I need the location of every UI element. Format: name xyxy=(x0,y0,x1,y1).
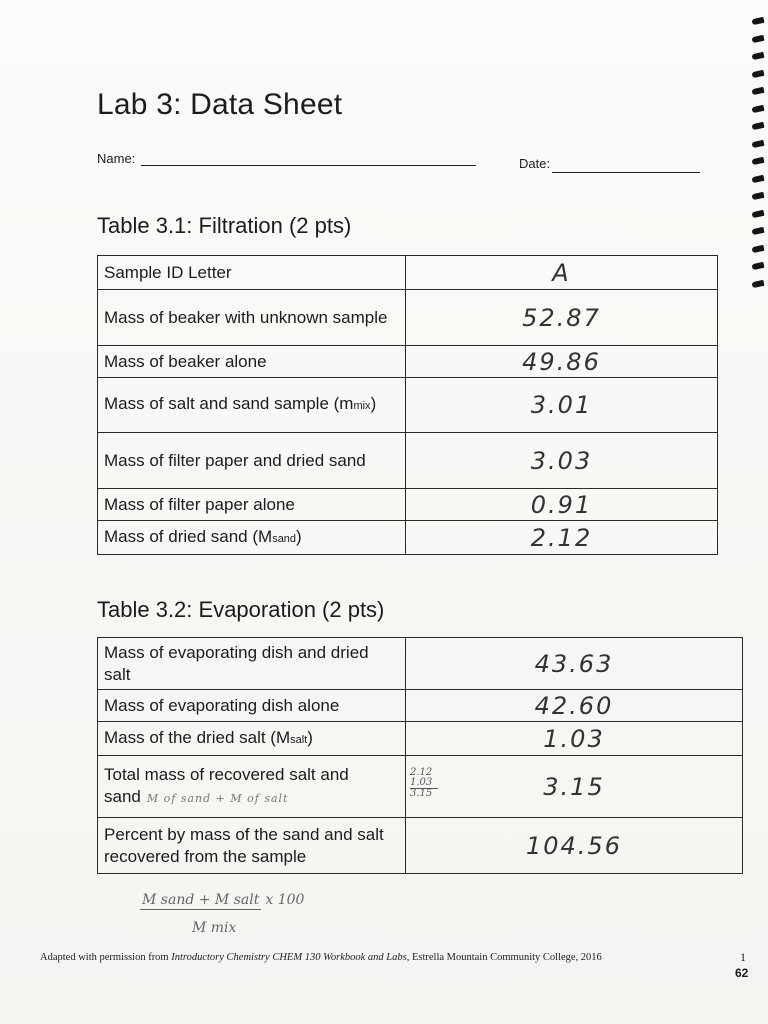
table1-caption: Table 3.1: Filtration (2 pts) xyxy=(97,213,352,238)
date-label: Date: xyxy=(519,156,551,171)
table-row xyxy=(98,256,718,290)
row-label: Mass of filter paper alone xyxy=(98,489,406,521)
table-row xyxy=(98,638,743,690)
row-value: 49.86 xyxy=(406,346,718,378)
row-value: 42.60 xyxy=(406,690,743,722)
spiral-binding xyxy=(744,18,766,318)
row-label: Percent by mass of the sand and salt recovered from the sample xyxy=(98,818,406,874)
filtration-table xyxy=(97,255,718,555)
row-value: 3.01 xyxy=(406,378,718,433)
table-row xyxy=(98,521,718,555)
row-label: Mass of evaporating dish and dried salt xyxy=(98,638,406,690)
name-field[interactable] xyxy=(141,165,476,166)
row-value: 2.12 xyxy=(406,521,718,555)
footer-credit: Adapted with permission from Introductory Chemistry CHEM 130 Workbook and Labs, Estrella Mountain Community College, 2016 xyxy=(40,952,602,963)
date-field[interactable] xyxy=(552,172,700,173)
row-label: Mass of beaker alone xyxy=(98,346,406,378)
subscript: salt xyxy=(290,733,308,746)
table-row xyxy=(98,378,718,433)
table-row xyxy=(98,722,743,756)
table-row xyxy=(98,346,718,378)
page-number-secondary: 62 xyxy=(735,966,749,980)
row-value: A xyxy=(406,256,718,290)
handwritten-note: M of sand + M of salt xyxy=(146,791,289,805)
row-label: Mass of beaker with unknown sample xyxy=(98,290,406,346)
row-label: Total mass of recovered salt and sand M of sand + M of salt xyxy=(98,756,406,818)
name-label: Name: xyxy=(97,151,136,166)
subscript: mix xyxy=(353,400,371,412)
table-row xyxy=(98,489,718,521)
row-value: 3.03 xyxy=(406,433,718,489)
row-value: 52.87 xyxy=(406,290,718,346)
row-label: Sample ID Letter xyxy=(98,256,406,290)
row-value: 3.15 xyxy=(406,756,743,818)
row-label: Mass of filter paper and dried sand xyxy=(98,433,406,489)
table-row xyxy=(98,290,718,346)
table-row xyxy=(98,690,743,722)
page-title: Lab 3: Data Sheet xyxy=(97,88,343,121)
row-value: 43.63 xyxy=(406,638,743,690)
handwritten-formula: M sand + M salt x 100 M mix xyxy=(142,892,305,936)
row-value: 104.56 xyxy=(406,818,743,874)
evaporation-table xyxy=(97,637,743,874)
table-row xyxy=(98,818,743,874)
subscript: sand xyxy=(272,532,297,545)
row-value: 1.03 xyxy=(406,722,743,756)
row-value: 0.91 xyxy=(406,489,718,521)
page-number: 1 xyxy=(740,950,746,964)
row-label: Mass of salt and sand sample (mmix) xyxy=(98,378,406,433)
table2-caption: Table 3.2: Evaporation (2 pts) xyxy=(97,597,385,622)
row-label: Mass of the dried salt (Msalt) xyxy=(98,722,406,756)
row-label: Mass of dried sand (Msand) xyxy=(98,521,406,555)
handwritten-calculation: 2.12 1.03 3.15 xyxy=(410,768,438,799)
row-label: Mass of evaporating dish alone xyxy=(98,690,406,722)
table-row xyxy=(98,433,718,489)
